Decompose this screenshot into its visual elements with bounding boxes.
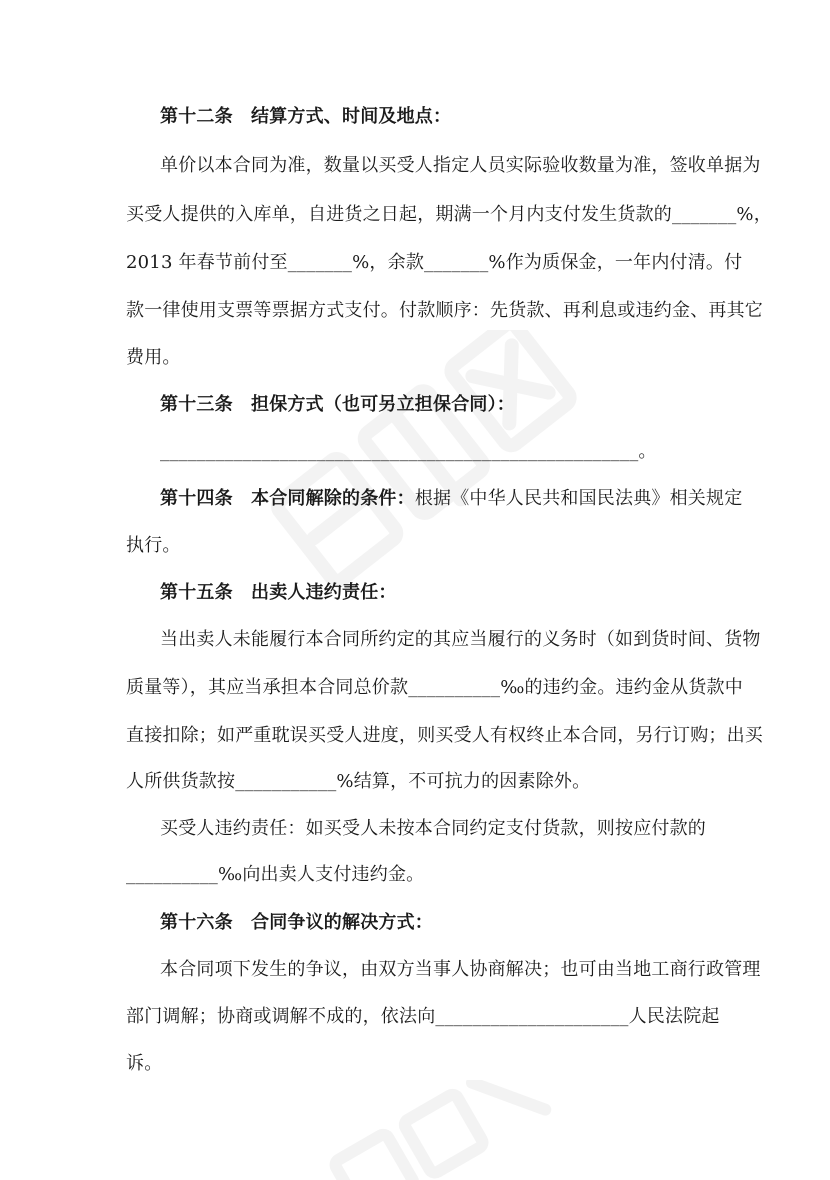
article-14-heading: 第十四条 本合同解除的条件： [160,488,415,509]
article-15-line-4: 人所供货款按___________%结算，不可抗力的因素除外。 [126,771,591,792]
article-13-blank-line: ____________________________________________________。 [160,441,657,462]
article-13-heading: 第十三条 担保方式（也可另立担保合同）： [160,394,515,415]
article-16-line-2: 部门调解；协商或调解不成的，依法向_____________________人民法院起 [126,1006,720,1027]
article-12-line-1: 单价以本合同为准，数量以买受人指定人员实际验收数量为准，签收单据为 [160,155,761,176]
article-16-line-3: 诉。 [126,1053,163,1074]
article-15-line-2: 质量等），其应当承担本合同总价款__________‰的违约金。违约金从货款中 [126,677,743,698]
article-12-line-5: 费用。 [126,347,181,368]
article-15-buyer-line-2: __________‰向出卖人支付违约金。 [126,864,425,885]
article-14-text: 根据《中华人民共和国民法典》相关规定 [414,488,743,509]
article-15-line-3: 直接扣除；如严重耽误买受人进度，则买受人有权终止本合同，另行订购；出买 [126,725,763,746]
article-15-buyer-line-1: 买受人违约责任：如买受人未按本合同约定支付货款，则按应付款的 [160,818,706,839]
article-12-heading: 第十二条 结算方式、时间及地点： [160,106,452,127]
article-15-line-1: 当出卖人未能履行本合同所约定的其应当履行的义务时（如到货时间、货物 [160,629,761,650]
article-16-heading: 第十六条 合同争议的解决方式： [160,912,433,933]
article-12-line-3: 2013 年春节前付至_______%，余款_______%作为质保金，一年内付清。付 [126,252,743,273]
article-15-heading: 第十五条 出卖人违约责任： [160,582,397,603]
watermark-bottom-icon [300,1080,560,1180]
article-16-line-1: 本合同项下发生的争议，由双方当事人协商解决；也可由当地工商行政管理 [160,959,761,980]
article-12-line-4: 款一律使用支票等票据方式支付。付款顺序：先货款、再利息或违约金、再其它 [126,300,763,321]
article-14-line-2: 执行。 [126,535,181,556]
article-12-line-2: 买受人提供的入库单，自进货之日起，期满一个月内支付发生货款的_______%， [126,204,772,225]
article-14-line-1 [160,486,743,512]
